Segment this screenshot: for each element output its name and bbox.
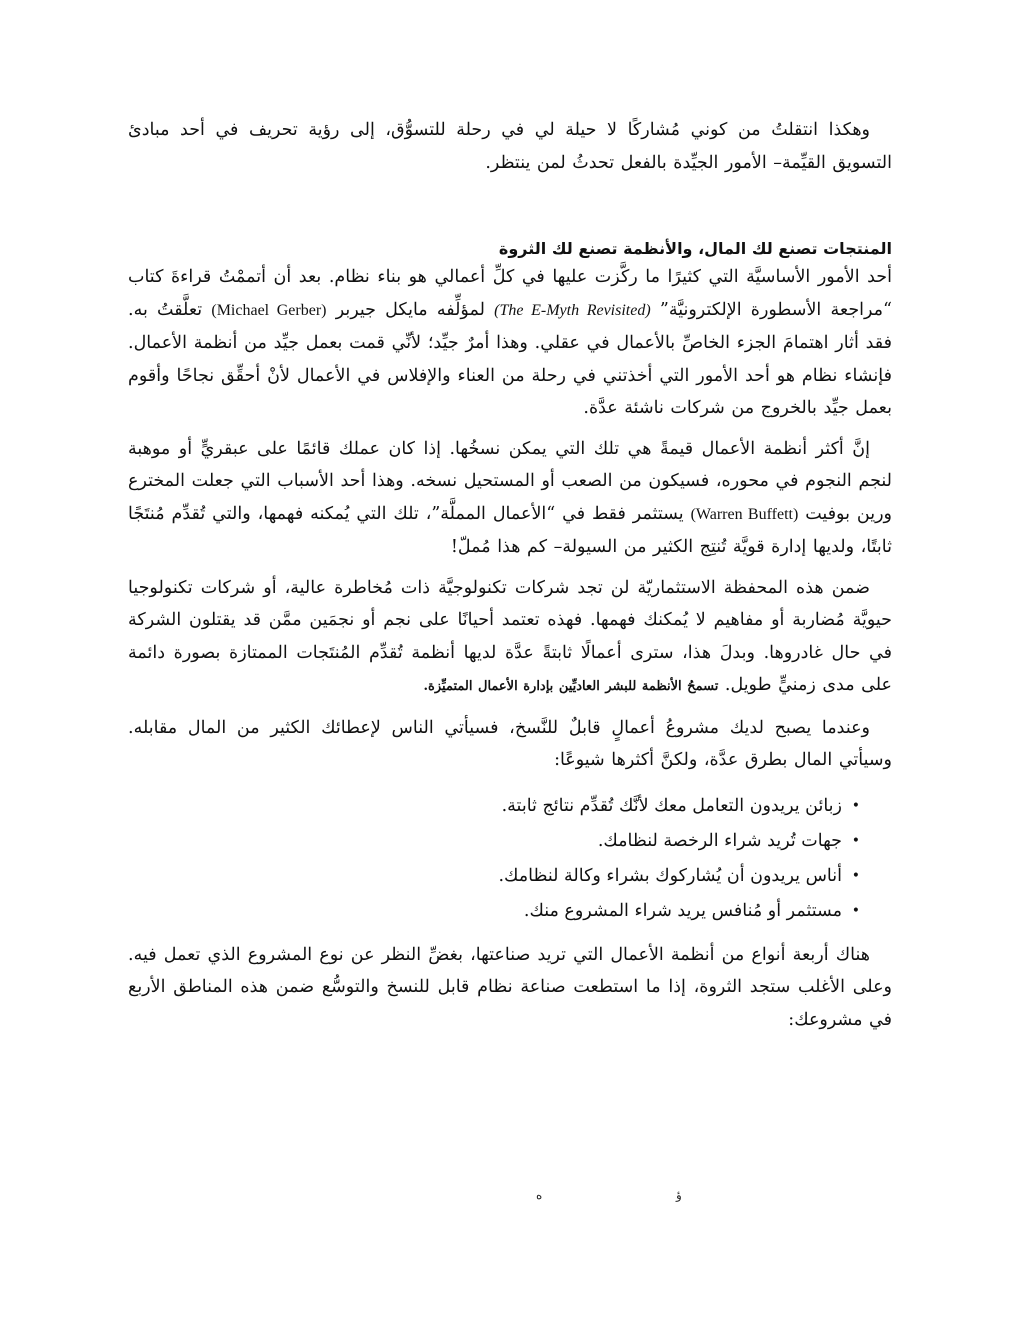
bullet-icon: • — [851, 867, 860, 884]
stray-mark-right: ؤ — [676, 1188, 682, 1202]
paragraph-systems-intro — [128, 261, 892, 425]
list-item-text: جهات تُريد شراء الرخصة لنظامك. — [597, 830, 842, 851]
bullet-list — [128, 789, 892, 929]
book-title-english: (The E-Myth Revisited) — [494, 301, 651, 319]
paragraph-text: ضمن هذه المحفظة الاستثماريّة لن تجد شركات تكنولوجيَّة ذات مُخاطرة عالية، أو شركات تكنولوجيا حيويَّة مُضاربة أو مفاهيم لا يُمكنك فهمها. فهذه تعتمد أحيانًا على نجم أو نجمَين ممَّن قد يقتلون الشركة في حال غادروها. وبدلَ هذا، سترى أعمالًا ثابتةً عدَّة لديها أنظمة تُقدِّم المُنتَجات الممتازة بصورة دائمة على مدى زمنيٍّ طويل. — [128, 577, 892, 695]
paragraph-money-ways: وعندما يصبح لديك مشروعُ أعمالٍ قابلٌ للنَّسخ، فسيأتي الناس لإعطائك الكثير من المال مقابله. وسيأتي المال بطرق عدَّة، ولكنَّ أكثرها شيوعًا: — [128, 717, 892, 770]
bullet-icon: • — [851, 832, 860, 849]
list-item-text: أناس يريدون أن يُشاركوك بشراء وكالة لنظامك. — [498, 865, 842, 886]
stray-mark-left: ه — [536, 1188, 543, 1202]
document-page — [128, 114, 892, 1036]
list-item — [128, 859, 860, 894]
bullet-icon: • — [851, 902, 860, 919]
list-item — [128, 789, 860, 824]
section-heading: المنتجات تصنع لك المال، والأنظمة تصنع لك الثروة — [498, 239, 892, 258]
list-item-text: زبائن يريدون التعامل معك لأنَّك تُقدِّم نتائج ثابتة. — [501, 795, 842, 816]
paragraph-copyable-systems — [128, 433, 892, 564]
emphasis-text: تسمحُ الأنظمة للبشر العاديِّين بإدارة الأعمال المتميِّزة. — [423, 679, 719, 694]
list-item — [128, 894, 860, 929]
paragraph-text: تعلَّقتُ به. فقد أثار اهتمامَ الجزء الخاصِّ بالأعمال في عقلي. وهذا أمرٌ جيِّد؛ لأنِّي قمت بعمل جيِّد من أنظمة الأعمال. فإنشاء نظام هو أحد الأمور التي أخذتني في رحلة من العناء والإفلاس في الأعمال لأنْ أحقِّق نجاحًا وأقوم بعمل جيِّد بالخروج من شركات ناشئة عدَّة. — [128, 299, 892, 418]
paragraph-four-types: هناك أربعة أنواع من أنظمة الأعمال التي تريد صناعتها، بغضِّ النظر عن نوع المشروع الذي تعمل فيه. وعلى الأغلب ستجد الثروة، إذا ما استطعت صناعة نظام قابل للنسخ والتوسُّع ضمن هذه المناطق الأربع في مشروعك: — [128, 944, 892, 1030]
bullet-icon: • — [851, 797, 860, 814]
section-spacer — [128, 179, 892, 237]
paragraph-portfolio — [128, 572, 892, 704]
paragraph-text: أحد الأمور الأساسيَّة التي كثيرًا ما ركَّزت عليها في كلِّ أعمالي هو بناء نظام. بعد أن أتممْتُ قراءةَ كتاب “مراجعة الأسطورة الإلكترونيَّة” — [128, 267, 892, 320]
intro-paragraph: وهكذا انتقلتُ من كوني مُشاركًا لا حيلة لي في رحلة للتسوُّق، إلى رؤية تحريف في أحد مبادئ التسويق القيِّمة– الأمور الجيِّدة بالفعل تحدثُ لمن ينتظر. — [128, 120, 892, 173]
person-name-english: (Warren Buffett) — [690, 505, 799, 523]
paragraph-text: يستثمر فقط في “الأعمال المملَّة”، تلك التي يُمكنه فهمها، والتي تُقدِّم مُنتَجًا ثابتًا، ولديها إدارة قويَّة تُنتِج الكثير من السيولة– كم هذا مُملّ! — [128, 503, 892, 557]
list-item — [128, 824, 860, 859]
paragraph-text: إنَّ أكثر أنظمة الأعمال قيمةً هي تلك التي يمكن نسخُها. إذا كان عملك قائمًا على عبقريٍّ أو موهبة لنجم النجوم في محوره، فسيكون من الصعب أو المستحيل نسخه. وهذا أحد الأسباب التي جعلت المخترع ورين بوفيت — [128, 438, 892, 524]
paragraph-text: لمؤلِّفه مايكل جيربر — [326, 299, 495, 320]
author-name-english: (Michael Gerber) — [211, 301, 327, 319]
list-item-text: مستثمر أو مُنافس يريد شراء المشروع منك. — [523, 900, 842, 921]
